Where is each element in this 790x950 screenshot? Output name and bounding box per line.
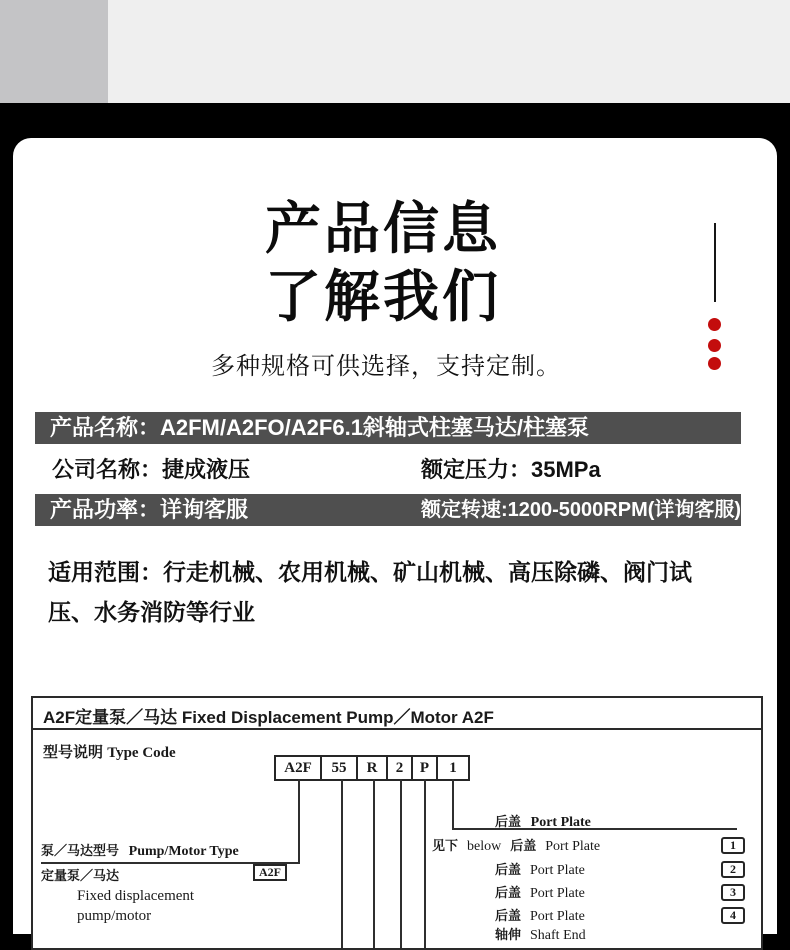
power-speed-bar	[35, 494, 741, 526]
code-cell: 2	[386, 757, 411, 779]
port-row-pre-en: below	[467, 839, 502, 854]
fixed-pump-motor-label: 定量泵／马达	[41, 868, 120, 883]
type-code-label-en: Type Code	[107, 745, 176, 761]
accent-dot	[708, 357, 721, 370]
type-code-cells	[274, 755, 470, 781]
application-scope-text: 适用范围：行走机械、农用机械、矿山机械、高压除磷、阀门试压、水务消防等行业	[48, 559, 692, 625]
connector-line	[341, 779, 343, 948]
port-row-en: Port Plate	[530, 909, 585, 924]
product-power-text: 产品功率：详询客服	[50, 497, 249, 522]
port-header-en: Port Plate	[530, 815, 591, 830]
type-code-label-zh: 型号说明	[43, 744, 104, 761]
option-number-box: 2	[721, 861, 745, 878]
option-number-box: 1	[721, 837, 745, 854]
pump-type-en: Pump/Motor Type	[128, 844, 239, 859]
port-row-zh: 后盖	[510, 838, 537, 853]
option-number-box: 4	[721, 907, 745, 924]
port-plate-row	[495, 905, 594, 925]
connector-line	[400, 779, 402, 948]
connector-line	[452, 779, 454, 830]
shaft-en: Shaft End	[530, 928, 586, 943]
port-row-zh: 后盖	[495, 862, 522, 877]
pump-motor-type-label	[41, 840, 239, 860]
port-header-zh: 后盖	[495, 814, 522, 829]
port-row-en: Port Plate	[545, 839, 601, 854]
code-cell: P	[411, 757, 436, 779]
fixed-code-box: A2F	[253, 864, 287, 881]
accent-vertical-line	[714, 223, 716, 302]
code-cell: R	[356, 757, 386, 779]
port-plate-row	[495, 859, 594, 879]
fixed-displacement-text: Fixed displacement	[77, 888, 195, 904]
connector-line	[424, 779, 426, 948]
pump-motor-text: pump/motor	[77, 908, 152, 924]
hero-title-line1: 产品信息	[265, 197, 501, 260]
port-row-en: Port Plate	[530, 886, 585, 901]
shaft-zh: 轴伸	[495, 927, 522, 942]
company-name-text: 公司名称：捷成液压	[52, 457, 251, 482]
port-row-zh: 后盖	[495, 908, 522, 923]
top-light-strip	[0, 0, 790, 103]
accent-dot	[708, 318, 721, 331]
port-row-pre-zh: 见下	[432, 838, 459, 853]
code-cell: 55	[320, 757, 356, 779]
port-plate-row	[432, 835, 609, 855]
product-info-card	[13, 138, 777, 943]
diagram-divider	[33, 728, 761, 730]
company-pressure-row	[13, 458, 777, 482]
top-gray-box	[0, 0, 108, 103]
product-name-text: 产品名称：A2FM/A2FO/A2F6.1斜轴式柱塞马达/柱塞泵	[50, 415, 590, 440]
port-row-zh: 后盖	[495, 885, 522, 900]
code-cell: A2F	[284, 760, 312, 776]
hero-title-line2: 了解我们	[265, 265, 501, 328]
diagram-title: A2F定量泵／马达 Fixed Displacement Pump／Motor A2F	[43, 708, 494, 727]
accent-dot	[708, 339, 721, 352]
rated-pressure-text: 额定压力：35MPa	[421, 457, 601, 482]
connector-line	[373, 779, 375, 948]
shaft-end-row	[495, 924, 595, 944]
option-number-box: 3	[721, 884, 745, 901]
type-code-label	[43, 741, 176, 762]
port-plate-row	[495, 882, 594, 902]
port-plate-header	[495, 811, 591, 831]
hero-subtitle: 多种规格可供选择，支持定制。	[211, 353, 561, 380]
connector-line	[298, 779, 300, 862]
type-code-diagram	[31, 696, 763, 950]
rated-speed-text: 额定转速:1200-5000RPM(详询客服)	[421, 499, 742, 521]
port-row-en: Port Plate	[530, 863, 585, 878]
pump-type-zh: 泵／马达型号	[41, 843, 120, 858]
product-name-bar	[35, 412, 741, 444]
code-cell: 1	[436, 757, 468, 779]
